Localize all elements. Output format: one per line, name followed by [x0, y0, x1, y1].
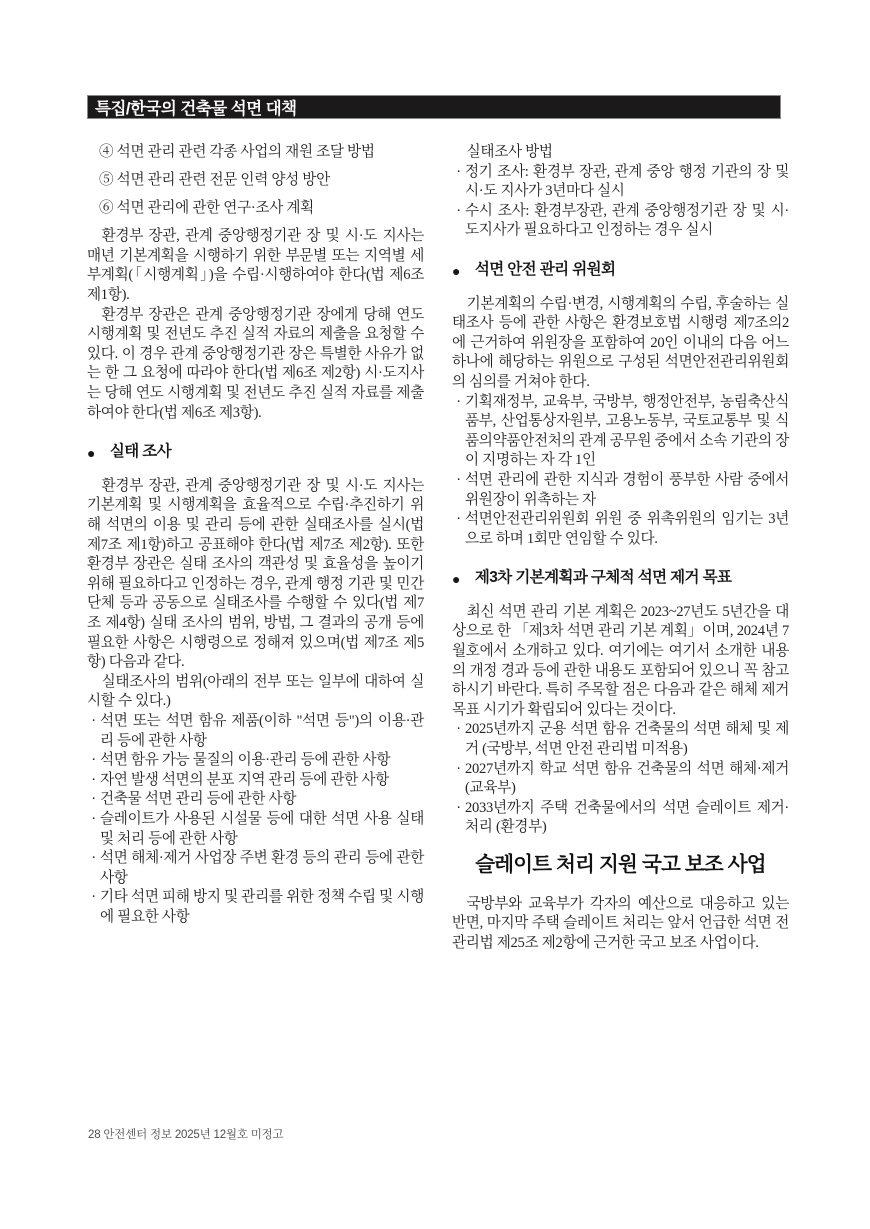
survey-scope-bullet-list	[87, 712, 424, 928]
bullet-text: 석면 함유 가능 물질의 이용·관리 등에 관한 사항	[100, 752, 391, 769]
bullet-text: 건축물 석면 관리 등에 관한 사항	[100, 791, 297, 808]
numbered-item-5: ⑤ 석면 관리 관련 전문 인력 양성 방안	[99, 172, 330, 189]
bullet-text: 2027년까지 학교 석면 함유 건축물의 석면 해체·제거 (교육부)	[465, 760, 789, 797]
paragraph-implementation-plan: 환경부 장관, 관계 중앙행정기관 장 및 시·도 지사는 매년 기본계획을 시행하기 위한 부문별 또는 지역별 세부계획(「시행계획」)을 수립·시행하여야 한다(법 제6조 제1항).	[87, 228, 424, 304]
bullet-dot-icon: ·	[456, 511, 461, 528]
list-item	[452, 202, 789, 241]
bullet-dot-icon: ·	[91, 850, 96, 867]
page-header-title: 특집/한국의 건축물 석면 대책	[95, 100, 297, 118]
bullet-dot-icon: ·	[91, 752, 96, 769]
paragraph-subsidy-body: 국방부와 교육부가 각자의 예산으로 대응하고 있는 반면, 마지막 주택 슬레이트 처리는 앞서 언급한 석면 전 관리법 제25조 제2항에 근거한 국고 보조 사업이다.	[452, 895, 789, 951]
bullet-text: 자연 발생 석면의 분포 지역 관리 등에 관한 사항	[100, 771, 389, 788]
list-item	[87, 712, 424, 751]
survey-method-bullet-list	[452, 163, 789, 241]
list-item	[87, 790, 424, 810]
bullet-text: 수시 조사: 환경부장관, 관계 중앙행정기관 장 및 시·도지사가 필요하다고 인정하는 경우 실시	[465, 202, 789, 239]
bullet-dot-icon: ·	[91, 771, 96, 788]
numbered-item-6: ⑥ 석면 관리에 관한 연구·조사 계획	[99, 200, 314, 217]
list-item	[452, 760, 789, 799]
paragraph-survey-scope: 실태조사의 범위(아래의 전부 또는 일부에 대하여 실시할 수 있다.)	[87, 673, 424, 710]
paragraph-committee-body: 기본계획의 수립·변경, 시행계획의 수립, 후술하는 실태조사 등에 관한 사항은 환경보호법 시행령 제7조의2에 근거하여 위원장을 포함하여 20인 이내의 다음 어느 하나에 해당하는 위원으로 구성된 석면안전관리위원회의 심의를 거쳐야 한다.	[452, 295, 789, 390]
bullet-text: 석면 또는 석면 함유 제품(이하 "석면 등")의 이용·관리 등에 관한 사항	[100, 712, 424, 749]
committee-bullet-list	[452, 393, 789, 550]
bullet-dot-icon: ·	[456, 799, 461, 816]
article-subheading-subsidy: 슬레이트 처리 지원 국고 보조 사업	[475, 853, 766, 876]
section-heading-survey	[87, 442, 424, 462]
bullet-dot-icon: ·	[91, 810, 96, 827]
section-heading-third-plan	[452, 568, 789, 588]
removal-target-bullet-list	[452, 720, 789, 838]
bullet-dot-icon: ·	[456, 760, 461, 777]
section-heading-committee	[452, 260, 789, 280]
bullet-dot-icon: ·	[456, 393, 461, 410]
bullet-text: 석면 관리에 관한 지식과 경험이 풍부한 사람 중에서 위원장이 위촉하는 자	[465, 471, 789, 508]
bullet-text: 석면안전관리위원회 위원 중 위촉위원의 임기는 3년으로 하며 1회만 연임할 수 있다.	[465, 511, 789, 547]
paragraph-survey-body: 환경부 장관, 관계 중앙행정기관 장 및 시·도 지사는 기본계획 및 시행계획을 효율적으로 수립·추진하기 위해 석면의 이용 및 관리 등에 관한 실태조사를 실시(법 제7조 제1항)하고 공표해야 한다(법 제7조 제2항). 또한 환경부 장관은 실태 조사의 객관성 및 효율성을 높이기 위해 필요하다고 인정하는 경우, 관계 행정 기관 및 민간 단체 등과 공동으로 실태조사를 수행할 수 있다(법 제7조 제4항) 실태 조사의 범위, 방법, 그 결과의 공개 등에 필요한 사항은 시행령으로 정해져 있으며(법 제7조 제5항) 다음과 같다.	[87, 477, 424, 671]
two-column-layout	[87, 143, 789, 953]
list-item	[87, 810, 424, 849]
bullet-dot-icon: ·	[91, 889, 96, 906]
section-marker-icon: ●	[87, 445, 95, 462]
bullet-text: 석면 해체·제거 사업장 주변 환경 등의 관리 등에 관한 사항	[100, 850, 424, 886]
paragraph-data-submission: 환경부 장관은 관계 중앙행정기관 장에게 당해 연도 시행계획 및 전년도 추진 실적 자료의 제출을 요청할 수 있다. 이 경우 관계 중앙행정기관 장은 특별한 사유가 없는 한 그 요청에 따라야 한다(법 제6조 제2항) 시·도지사는 당해 연도 시행계획 및 전년도 추진 실적 자료를 제출하여야 한다(법 제6조 제3항).	[87, 306, 424, 421]
list-item	[452, 510, 789, 549]
page-footer: 28 안전센터 정보 2025년 12월호 미정고	[88, 1129, 284, 1141]
page-header-bar	[87, 95, 781, 119]
bullet-dot-icon: ·	[456, 471, 461, 488]
bullet-dot-icon: ·	[91, 791, 96, 808]
section-marker-icon: ●	[452, 262, 460, 279]
bullet-text: 기획재정부, 교육부, 국방부, 행정안전부, 농림축산식품부, 산업통상자원부, 고용노동부, 국토교통부 및 식품의약품안전처의 관계 공무원 중에서 소속 기관의 장이 지명하는 자 각 1인	[465, 393, 789, 469]
bullet-dot-icon: ·	[456, 721, 461, 738]
paragraph-third-plan-body: 최신 석면 관리 기본 계획은 2023~27년도 5년간을 대상으로 한 「제3차 석면 관리 기본 계획」이며, 2024년 7월호에서 소개하고 있다. 여기에는 여기서 소개한 내용의 개정 경과 등에 관한 내용도 포함되어 있으니 꼭 참고하시기 바란다. 특히 주목할 점은 다음과 같은 해체 제거 목표 시기가 확립되어 있다는 것이다.	[452, 603, 789, 718]
list-item	[87, 771, 424, 791]
list-item	[87, 751, 424, 771]
bullet-text: 슬레이트가 사용된 시설물 등에 대한 석면 사용 실태 및 처리 등에 관한 사항	[100, 810, 424, 847]
right-column	[452, 143, 789, 953]
list-item	[452, 393, 789, 471]
bullet-text: 기타 석면 피해 방지 및 관리를 위한 정책 수립 및 시행에 필요한 사항	[100, 889, 424, 925]
list-item	[452, 163, 789, 202]
section-title-third-plan: 제3차 기본계획과 구체적 석면 제거 목표	[474, 569, 732, 587]
list-item	[87, 888, 424, 927]
left-column	[87, 143, 424, 953]
list-item	[452, 720, 789, 759]
list-item	[452, 471, 789, 510]
bullet-dot-icon: ·	[91, 712, 96, 729]
section-title-survey: 실태 조사	[109, 443, 172, 461]
bullet-text: 2025년까지 군용 석면 함유 건축물의 석면 해체 및 제거 (국방부, 석면 안전 관리법 미적용)	[465, 721, 789, 758]
bullet-dot-icon: ·	[456, 163, 461, 180]
numbered-item-4: ④ 석면 관리 관련 각종 사업의 재원 조달 방법	[99, 144, 375, 160]
section-title-committee: 석면 안전 관리 위원회	[474, 260, 616, 278]
bullet-text: 정기 조사: 환경부 장관, 관계 중앙 행정 기관의 장 및 시·도 지사가 3년마다 실시	[465, 163, 789, 200]
bullet-text: 2033년까지 주택 건축물에서의 석면 슬레이트 제거·처리 (환경부)	[465, 799, 789, 836]
section-marker-icon: ●	[452, 571, 460, 588]
bullet-dot-icon: ·	[456, 202, 461, 219]
list-item	[452, 799, 789, 838]
list-item	[87, 849, 424, 888]
paragraph-method-intro: 실태조사 방법	[466, 144, 553, 160]
